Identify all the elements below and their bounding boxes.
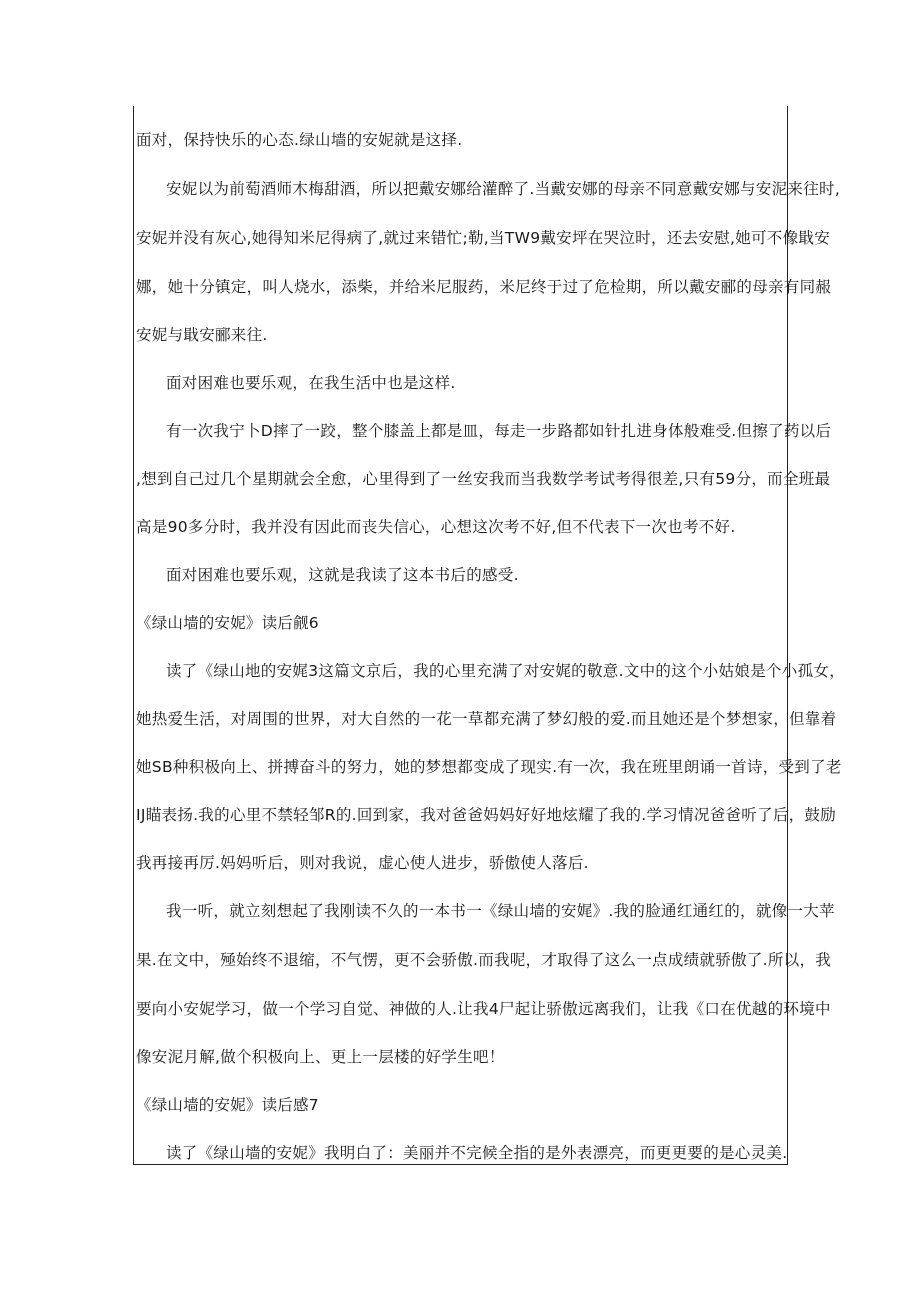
text-line: 读了《绿山墙的安妮》我明白了：美丽并不完候全指的是外表漂亮，而更更要的是心灵美. — [166, 1144, 788, 1162]
text-line: 有一次我宁卜D摔了一跤，整个膝盖上都是皿，每走一步路都如针扎进身体般难受.但擦了药以后 — [166, 422, 832, 440]
text-line: 像安泥月解,做个积极向上、更上一层楼的好学生吧！ — [136, 1048, 505, 1066]
section-heading: 《绿山墙的安妮》读后感7 — [136, 1096, 319, 1114]
text-line: 她SB种积极向上、拼搏奋斗的努力，她的梦想都变成了现实.有一次，我在班里朗诵一首诗，受到了老 — [136, 758, 842, 776]
text-line: 高是90多分时，我并没有因此而丧失信心，心想这次考不好,但不代表下一次也考不好. — [136, 518, 736, 536]
text-line: 安妮以为前萄酒师木梅甜酒，所以把戴安娜给灌醉了.当戴安娜的母亲不同意戴安娜与安泥来往时, — [166, 180, 841, 198]
text-line: 面对，保持快乐的心态.绿山墙的安妮就是这择. — [136, 131, 463, 149]
text-line: 安妮与戢安郦来往. — [136, 326, 268, 344]
text-line: 果.在文中，殛始终不退缩，不气愣，更不会骄傲.而我呢，才取得了这么一点成绩就骄傲了.所以，我 — [136, 951, 832, 969]
text-line: ,想到自己过几个星期就会全愈，心里得到了一丝安我而当我数学考试考得很差,只有59分，而全班最 — [136, 470, 831, 488]
text-line: 面对困难也要乐观，这就是我读了这本书后的感受. — [166, 566, 519, 584]
text-line: 娜，她十分镇定，叫人烧水，添柴，并给米尼服药，米尼终于过了危检期，所以戴安郦的母亲有同赧 — [136, 278, 832, 296]
text-line: 读了《绿山地的安娓3这篇文京后，我的心里充满了对安娓的敬意.文中的这个小姑娘是个小孤女， — [166, 662, 845, 680]
text-line: IJ瞄表扬.我的心里不禁轻邹R的.回到家，我对爸爸妈妈好好地炫耀了我的.学习情况爸爸听了后，鼓励 — [136, 806, 837, 824]
text-line: 要向小安妮学习，做一个学习自觉、神做的人.让我4尸起让骄傲远离我们，让我《口在优越的环境中 — [136, 1000, 831, 1018]
section-heading: 《绿山墙的安妮》读后觎6 — [136, 614, 319, 632]
text-line: 面对困难也要乐观，在我生活中也是这样. — [166, 374, 456, 392]
text-line: 她热爱生活，对周围的世界，对大自然的一花一草都充满了梦幻般的爱.而且她还是个梦想家，但靠着 — [136, 710, 837, 728]
text-line: 安妮并没有灰心,她得知米尼得病了,就过来错忙;勒,当TW9戴安坪在哭泣时，还去安慰,她可不像戢安 — [136, 229, 830, 247]
text-line: 我再接再厉.妈妈听后，则对我说，虚心使人进步，骄傲使人落后. — [136, 854, 589, 872]
text-line: 我一听，就立刻想起了我刚读不久的一本书一《绿山墙的安娓》.我的脸通红通红的，就像一大苹 — [166, 902, 835, 920]
